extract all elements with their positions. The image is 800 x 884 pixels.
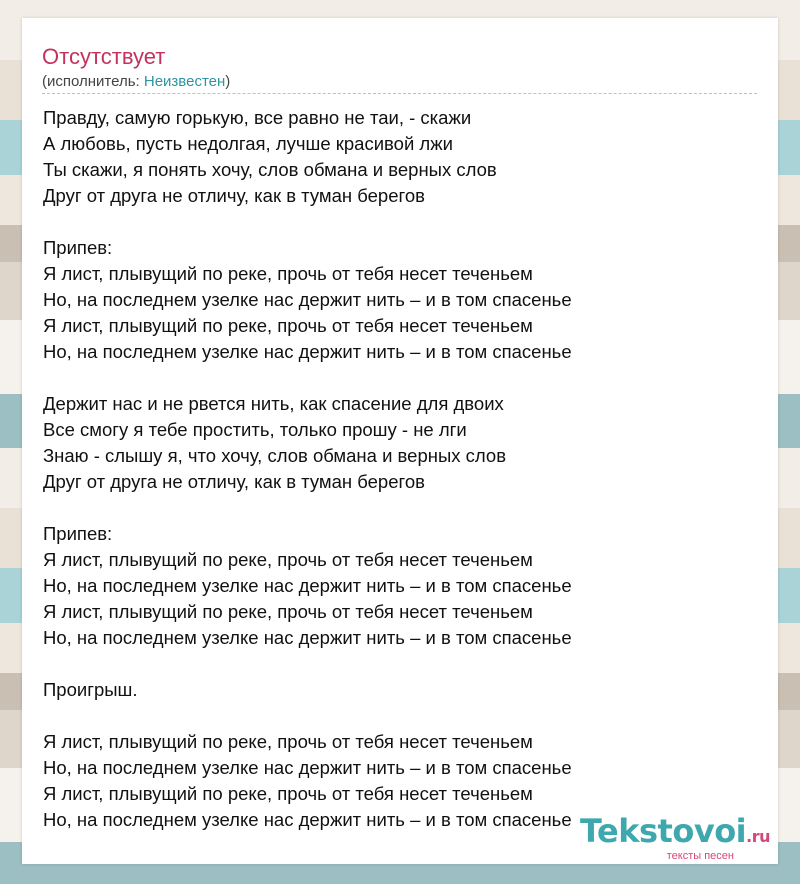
logo-tagline: тексты песен [666, 850, 734, 862]
lyric-line: Припев: [43, 237, 113, 258]
artist-line [42, 73, 230, 91]
lyric-line [43, 365, 763, 391]
divider [42, 93, 757, 94]
song-title: Отсутствует [42, 44, 166, 69]
lyric-line [43, 495, 763, 521]
lyrics-card [22, 18, 778, 864]
lyric-line: Но, на последнем узелке нас держит нить – и в том спасенье [43, 757, 572, 778]
lyric-line: Ты скажи, я понять хочу, слов обмана и верных слов [43, 159, 497, 180]
artist-prefix: (исполнитель: [42, 73, 144, 90]
lyric-line: Правду, самую горькую, все равно не таи, - скажи [43, 107, 472, 128]
site-logo[interactable] [580, 814, 770, 862]
lyric-line: Все смогу я тебе простить, только прошу - не лги [43, 419, 467, 440]
lyric-line: Но, на последнем узелке нас держит нить – и в том спасенье [43, 289, 572, 310]
lyric-line: Припев: [43, 523, 113, 544]
lyric-line: Я лист, плывущий по реке, прочь от тебя несет теченьем [43, 315, 533, 336]
lyric-line: Проигрыш. [43, 679, 138, 700]
lyric-line: Держит нас и не рвется нить, как спасение для двоих [43, 393, 504, 414]
lyrics-text [43, 105, 763, 833]
lyric-line: Я лист, плывущий по реке, прочь от тебя несет теченьем [43, 601, 533, 622]
lyric-line [43, 651, 763, 677]
lyric-line [43, 209, 763, 235]
lyric-line [43, 703, 763, 729]
artist-link[interactable]: Неизвестен [143, 73, 226, 90]
lyric-line: Знаю - слышу я, что хочу, слов обмана и верных слов [43, 445, 507, 466]
lyric-line: Но, на последнем узелке нас держит нить – и в том спасенье [43, 627, 572, 648]
lyric-line: Я лист, плывущий по реке, прочь от тебя несет теченьем [43, 783, 533, 804]
logo-tld: .ru [746, 827, 770, 846]
lyric-line: Я лист, плывущий по реке, прочь от тебя несет теченьем [43, 731, 533, 752]
lyric-line: Но, на последнем узелке нас держит нить – и в том спасенье [43, 341, 572, 362]
lyric-line: Друг от друга не отличу, как в туман берегов [43, 471, 425, 492]
lyric-line: А любовь, пусть недолгая, лучше красивой лжи [43, 133, 453, 154]
lyric-line: Я лист, плывущий по реке, прочь от тебя несет теченьем [43, 263, 533, 284]
logo-wordmark [580, 814, 770, 854]
lyric-line: Я лист, плывущий по реке, прочь от тебя несет теченьем [43, 549, 533, 570]
artist-suffix: ) [225, 73, 231, 90]
lyric-line: Но, на последнем узелке нас держит нить – и в том спасенье [43, 809, 572, 830]
logo-name: Tekstovoi [579, 812, 747, 850]
lyric-line: Друг от друга не отличу, как в туман берегов [43, 185, 425, 206]
lyric-line: Но, на последнем узелке нас держит нить – и в том спасенье [43, 575, 572, 596]
